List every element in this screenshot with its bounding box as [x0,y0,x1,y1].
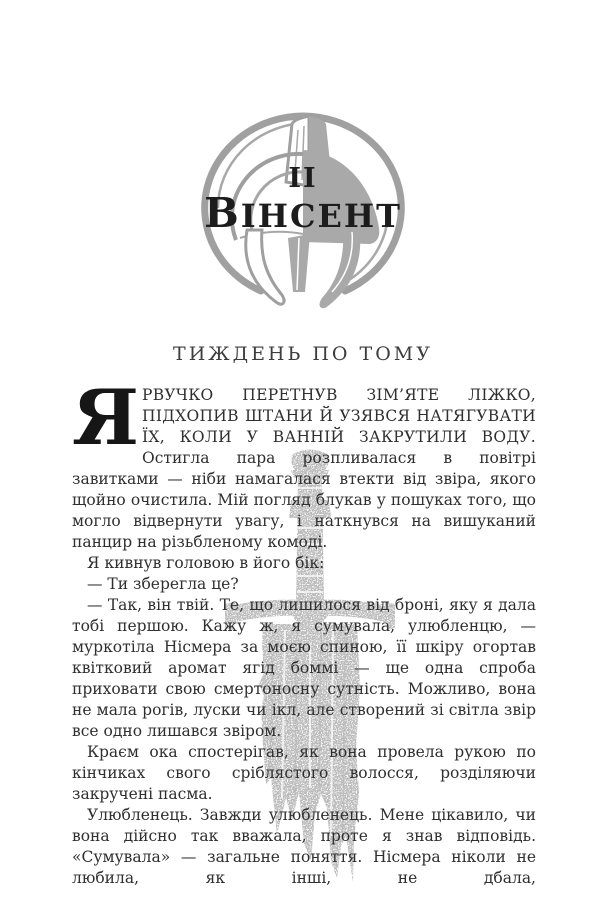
chapter-emblem [192,110,414,328]
section-subtitle: ТИЖДЕНЬ ПО ТОМУ [173,343,433,365]
chapter-title: ВІНСЕНТ [204,189,402,237]
paragraph: Улюбленець. Завжди улюбленець. Мене цікавило, чи вона дійсно так вважала, проте я знав відповідь. «Сумувала» — загальне поняття. Нісмера ніколи не любила, як інші, не дбала, [72,806,536,887]
opening-rest: Остигла пара розпливалася в повітрі завитками — ніби намагалася втекти від звіра, якого щойно очистила. Мій погляд блукав у пошуках того, що могло відвернути увагу, і наткнувся на вишуканий панцир на різьбленому комоді. [72,449,536,551]
drop-cap: Я [72,373,140,462]
paragraph: Я кивнув головою в його бік: [87,554,325,572]
paragraph-dialogue: — Ти зберегла це? [87,575,239,593]
paragraph-dialogue: — Так, він твій. Те, що лишилося від броні, яку я дала тобі першою. Кажу ж, я сумувала, улюбленцю, — муркотіла Нісмера за моєю спиною, її шкіру огортав квітковий аромат ягід боммі — ще одна спроба приховати свою смертоносну сутність. Можливо, вона не мала рогів, луски чи ікл, але створений зі світла звір все одно лишався звіром. [72,596,536,740]
chapter-number: II [288,163,318,194]
paragraph: Краєм ока спостерігав, як вона провела рукою по кінчиках свого сріблястого волосся, розділяючи закручені пасма. [72,743,536,803]
opening-caps: РВУЧКО ПЕРЕТНУВ ЗІМ’ЯТЕ ЛІЖКО, ПІДХОПИВ ШТАНИ Й УЗЯВСЯ НАТЯГУВАТИ ЇХ, КОЛИ У ВАННІЙ ЗАКРУТИЛИ ВОДУ. [142,386,536,446]
body-text [72,373,536,889]
opening-paragraph [72,373,536,553]
